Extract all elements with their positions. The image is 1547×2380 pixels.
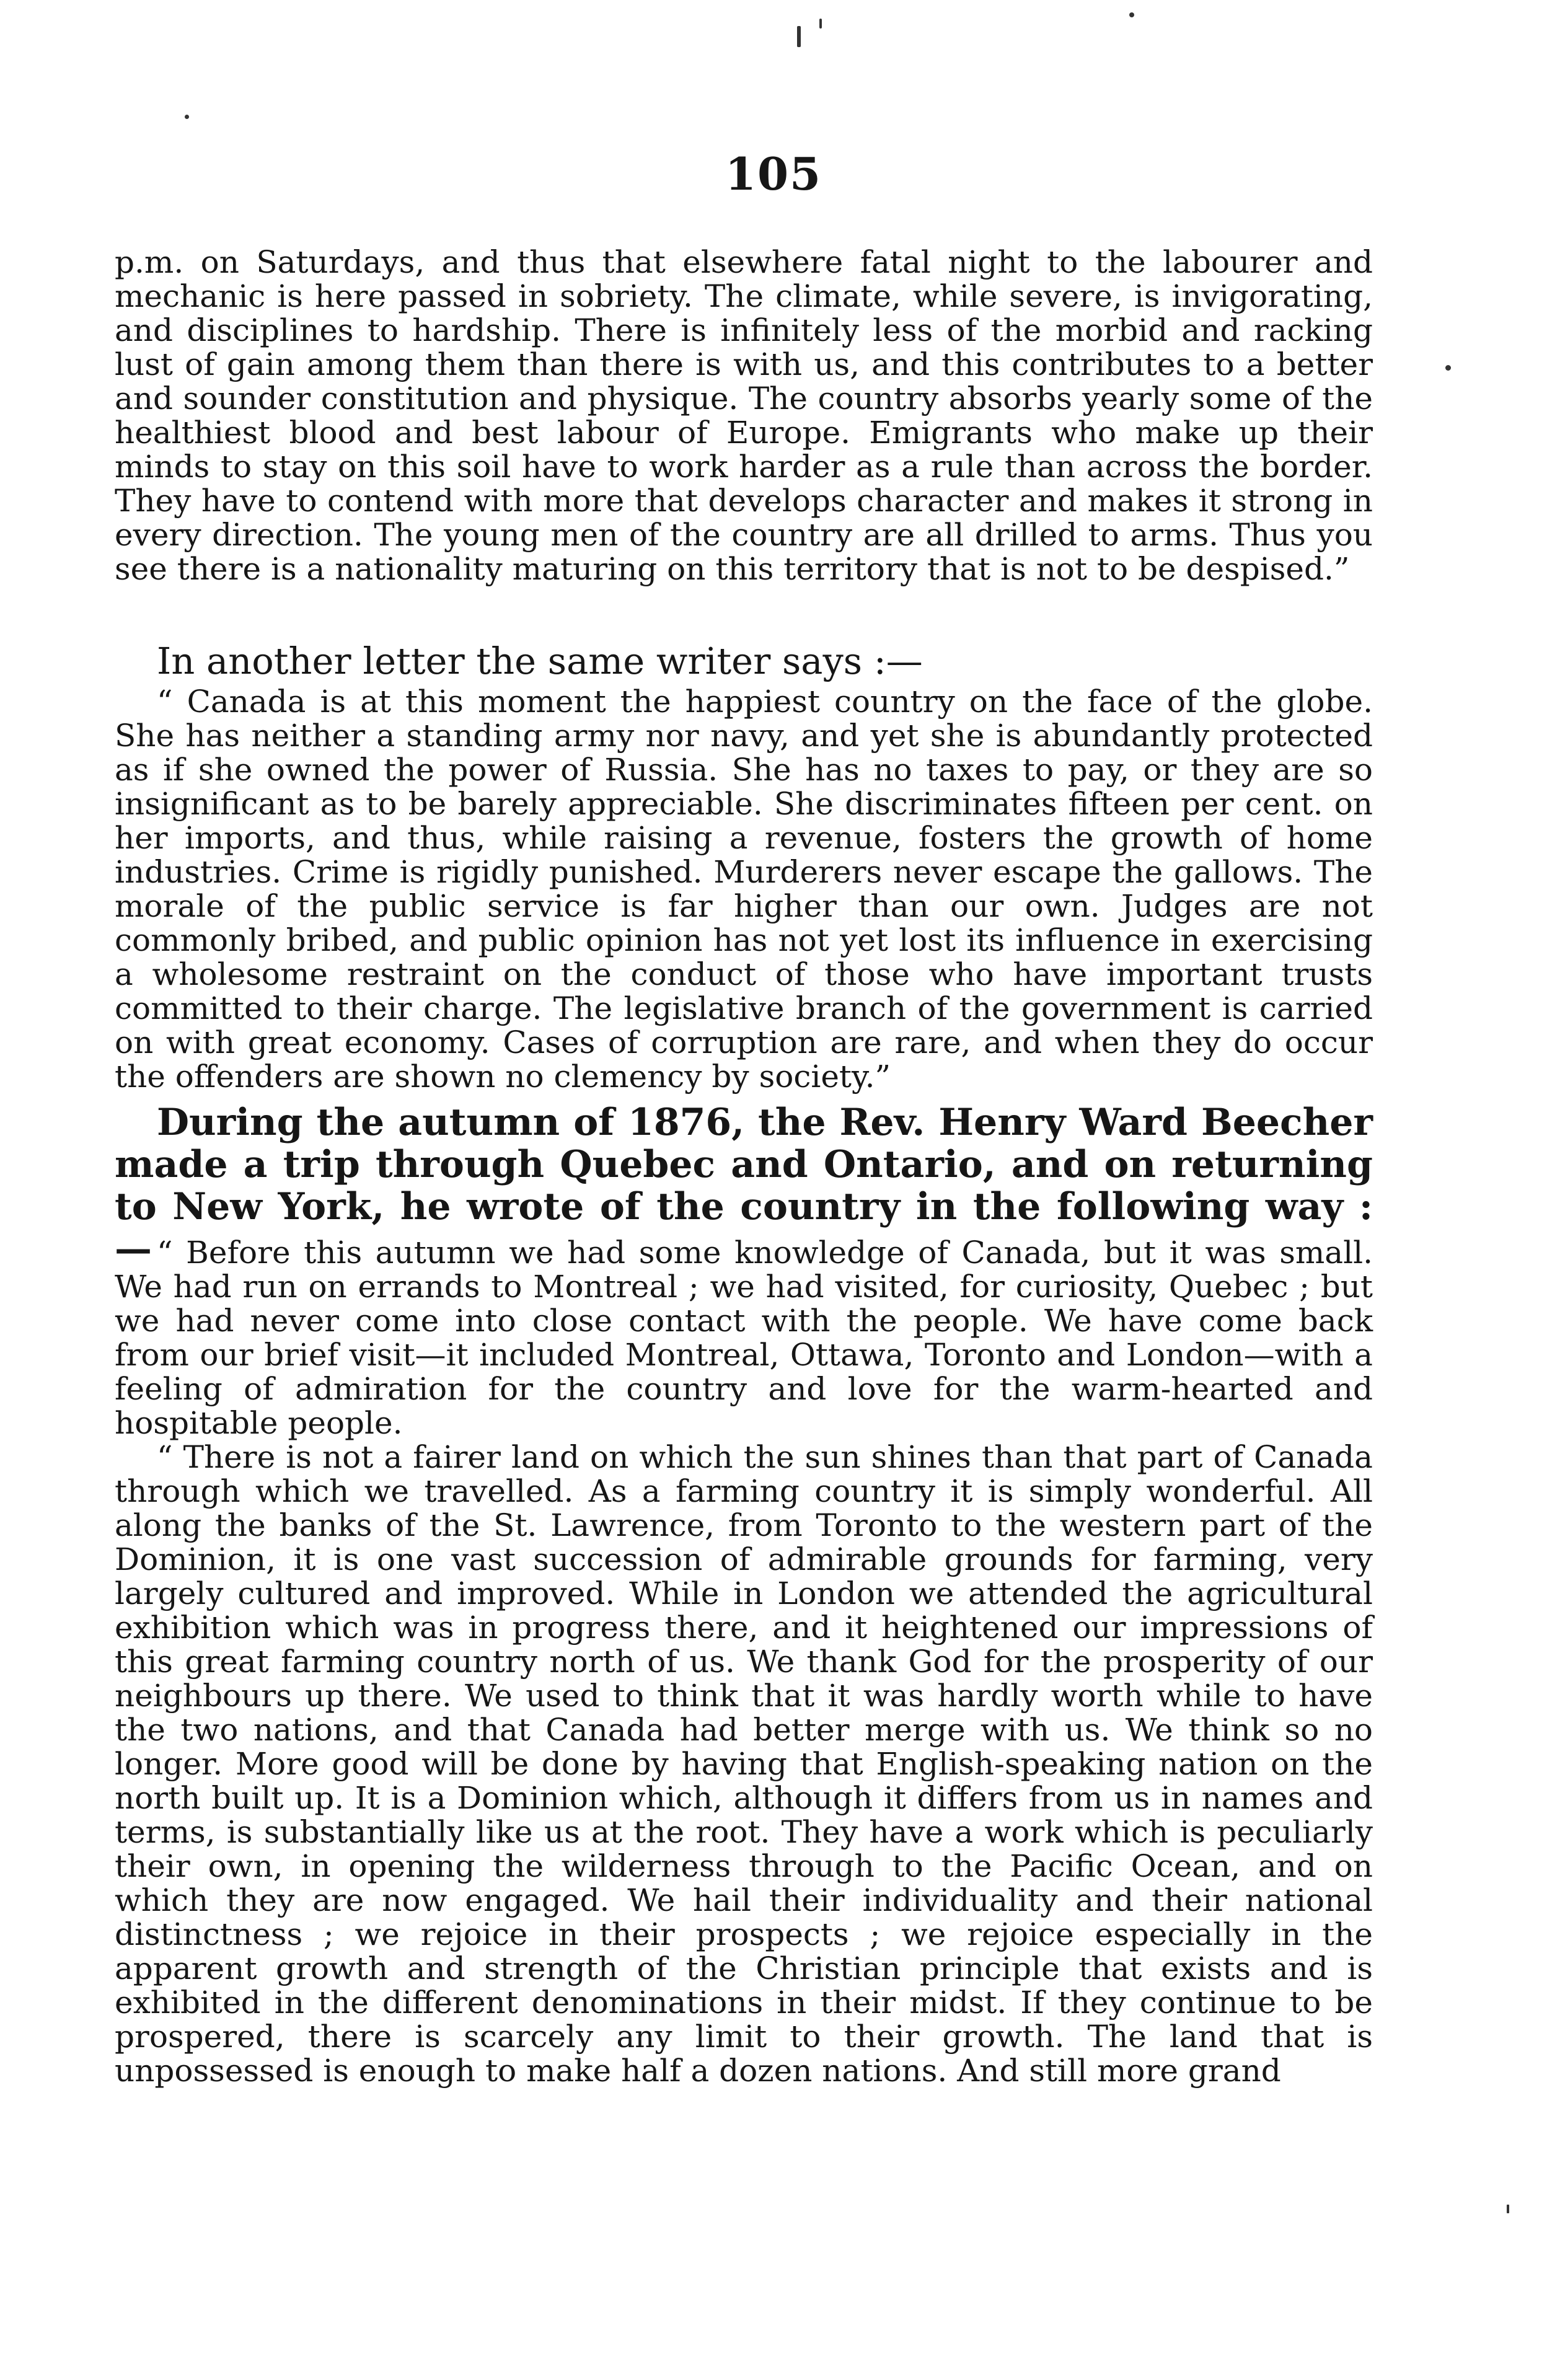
page-number: 105: [725, 148, 822, 200]
paragraph-text: “ Canada is at this moment the happiest country on the face of the globe. She has neither a standing army nor navy, and yet she is abundantly protected as if she owned the power of Russia. She has no taxes to pay, or they are so insignificant as to be barely appreciable. She discriminates fifteen per cent. on her imports, and thus, while raising a revenue, fosters the growth of home industries. Crime is rigidly punished. Murderers never escape the gallows. The morale of the public service is far higher than our own. Judges are not commonly bribed, and public opinion has not yet lost its influence in exercising a wholesome restraint on the conduct of those who have important trusts committed to their charge. The legislative branch of the government is carried on with great economy. Cases of corruption are rare, and when they do occur the offenders are shown no clemency by society.”: [115, 684, 1373, 1095]
paragraph-1: [115, 245, 1373, 586]
scan-speck: [185, 115, 189, 119]
paragraph-text: p.m. on Saturdays, and thus that elsewhere fatal night to the labourer and mechanic is here passed in sobriety. The climate, while severe, is invigorating, and disciplines to hardship. There is infinitely less of the morbid and racking lust of gain among them than there is with us, and this contributes to a better and sounder constitution and physique. The country absorbs yearly some of the healthiest blood and best labour of Europe. Emigrants who make up their minds to stay on this soil have to work harder as a rule than across the border. They have to contend with more that develops character and makes it strong in every direction. The young men of the country are all drilled to arms. Thus you see there is a nationality maturing on this territory that is not to be despised.”: [115, 244, 1373, 587]
paragraph-text: In another letter the same writer says :—: [157, 640, 923, 682]
paragraph-text: During the autumn of 1876, the Rev. Henry Ward Beecher made a trip through Quebec and Ontario, and on returning to New York, he wrote of the country in the following way :—: [115, 1101, 1373, 1271]
paragraph-3-quote: [115, 685, 1373, 1094]
scan-speck: [1129, 12, 1134, 17]
paragraph-text: “ There is not a fairer land on which the sun shines than that part of Canada through which we travelled. As a farming country it is simply wonderful. All along the banks of the St. Lawrence, from Toronto to the western part of the Dominion, it is one vast succession of admirable grounds for farming, very largely cultured and improved. While in London we attended the agricultural exhibition which was in progress there, and it heightened our impressions of this great farming country north of us. We thank God for the prosperity of our neighbours up there. We used to think that it was hardly worth while to have the two nations, and that Canada had better merge with us. We think so no longer. More good will be done by having that English-speaking nation on the north built up. It is a Dominion which, although it differs from us in names and terms, is substantially like us at the root. They have a work which is peculiarly their own, in opening the wilderness through to the Pacific Ocean, and on which they are now engaged. We hail their individuality and their national distinctness ; we rejoice in their prospects ; we rejoice especially in the apparent growth and strength of the Christian principle that exists and is exhibited in the different denominations in their midst. If they continue to be prospered, there is scarcely any limit to their growth. The land that is unpossessed is enough to make half a dozen nations. And still more grand: [115, 1439, 1373, 2089]
scan-speck: [1507, 2205, 1509, 2213]
scan-speck: [797, 26, 801, 47]
paragraph-6-quote: [115, 1440, 1373, 2088]
paragraph-5-quote: [115, 1236, 1373, 1440]
paragraph-2-intro: [115, 640, 1373, 683]
scan-speck: [1445, 365, 1451, 371]
scan-speck: [819, 19, 822, 29]
paragraph-text: “ Before this autumn we had some knowledge of Canada, but it was small. We had run on errands to Montreal ; we had visited, for curiosity, Quebec ; but we had never come into close contact with the people. We have come back from our brief visit—it included Montreal, Ottawa, Toronto and London—with a feeling of admiration for the country and love for the warm-hearted and hospitable people.: [115, 1235, 1373, 1441]
